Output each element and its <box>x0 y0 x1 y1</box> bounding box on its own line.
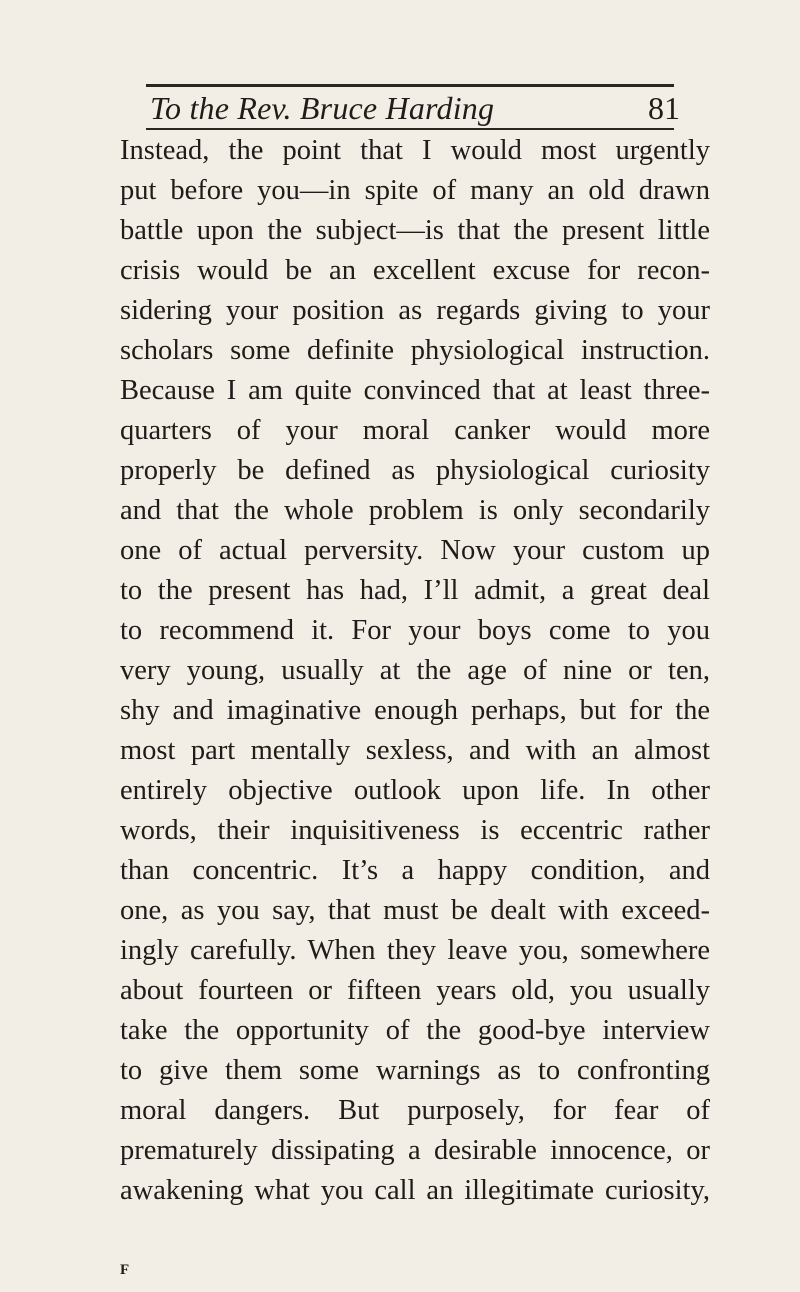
header-top-rule <box>146 84 674 87</box>
text-line: Instead, the point that I would most urgently <box>120 135 710 166</box>
text-line: crisis would be an excellent excuse for recon- <box>120 255 710 286</box>
text-line: to the present has had, I’ll admit, a great deal <box>120 575 710 606</box>
text-line: about fourteen or fifteen years old, you usually <box>120 975 710 1006</box>
text-line: properly be defined as physiological curiosity <box>120 455 710 486</box>
text-line: words, their inquisitiveness is eccentric rather <box>120 815 710 846</box>
text-line: ingly carefully. When they leave you, somewhere <box>120 935 710 966</box>
text-line: scholars some definite physiological instruction. <box>120 335 710 366</box>
text-line: to give them some warnings as to confronting <box>120 1055 710 1086</box>
text-line: to recommend it. For your boys come to you <box>120 615 710 646</box>
header-bottom-rule <box>146 128 674 130</box>
page-header <box>150 88 680 128</box>
text-line: shy and imaginative enough perhaps, but for the <box>120 695 710 726</box>
signature-mark: F <box>120 1262 130 1278</box>
text-line: battle upon the subject—is that the present little <box>120 215 710 246</box>
text-line: moral dangers. But purposely, for fear of <box>120 1095 710 1126</box>
text-line: one, as you say, that must be dealt with exceed- <box>120 895 710 926</box>
text-line: entirely objective outlook upon life. In other <box>120 775 710 806</box>
text-line: take the opportunity of the good-bye interview <box>120 1015 710 1046</box>
text-line: quarters of your moral canker would more <box>120 415 710 446</box>
body-text <box>120 131 710 1211</box>
running-title: To the Rev. Bruce Harding <box>150 90 495 126</box>
text-line: most part mentally sexless, and with an almost <box>120 735 710 766</box>
text-line: than concentric. It’s a happy condition, and <box>120 855 710 886</box>
text-line: Because I am quite convinced that at least three- <box>120 375 710 406</box>
text-line: prematurely dissipating a desirable innocence, or <box>120 1135 710 1166</box>
text-line: sidering your position as regards giving to your <box>120 295 710 326</box>
text-line: very young, usually at the age of nine or ten, <box>120 655 710 686</box>
text-line: and that the whole problem is only secondarily <box>120 495 710 526</box>
page-number: 81 <box>648 90 680 126</box>
text-line: one of actual perversity. Now your custom up <box>120 535 710 566</box>
text-line: put before you—in spite of many an old drawn <box>120 175 710 206</box>
text-line: awakening what you call an illegitimate curiosity, <box>120 1175 710 1206</box>
